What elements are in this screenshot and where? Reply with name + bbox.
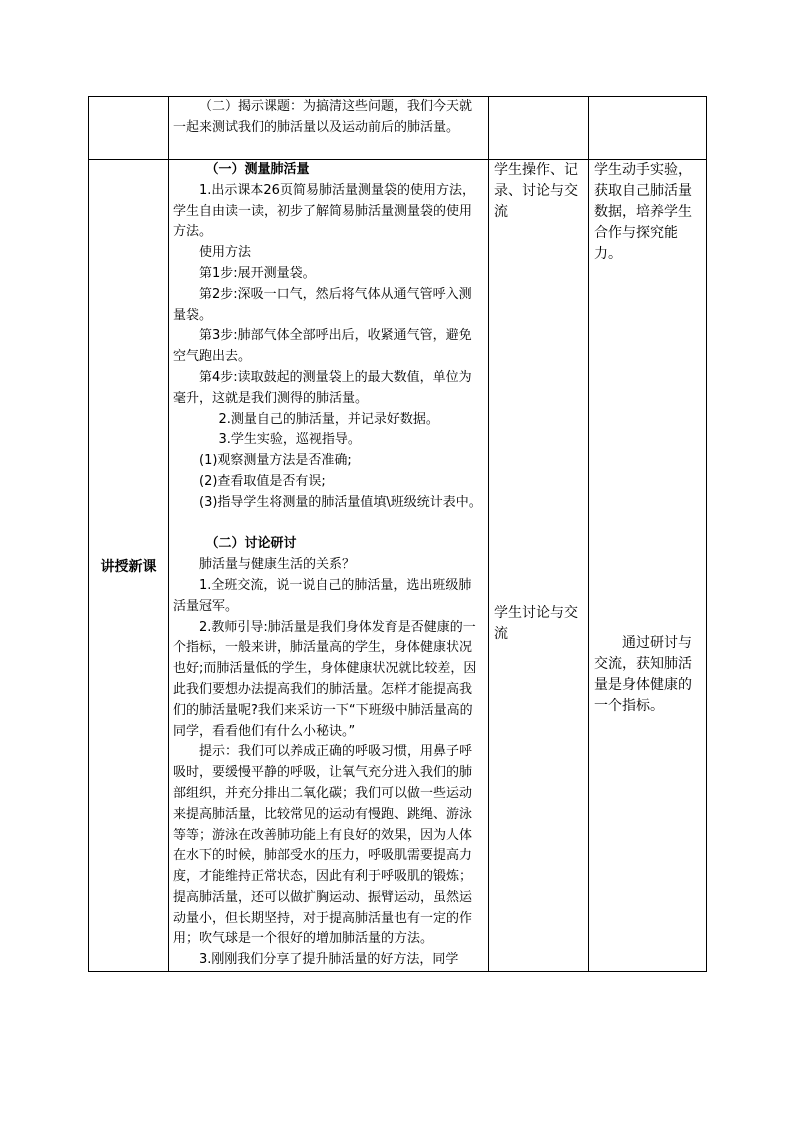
table-row <box>89 160 707 972</box>
section-heading: （一）测量肺活量 <box>205 162 310 177</box>
paragraph: 第4步:读取鼓起的测量袋上的最大数值，单位为毫升，这就是我们测得的肺活量。 <box>173 369 472 406</box>
design-intent-cell-empty <box>589 97 707 160</box>
design-intent-2: 通过研讨与交流，获知肺活量是身体健康的一个指标。 <box>594 635 692 714</box>
section-heading: （二）讨论研讨 <box>205 536 297 552</box>
section-label: 讲授新课 <box>100 558 157 575</box>
paragraph: (1)观察测量方法是否准确; <box>199 453 352 469</box>
paragraph: 1.出示课本26页简易肺活量测量袋的使用方法，学生自由读一读，初步了解简易肺活量测量袋的使用方法。 <box>173 182 475 240</box>
paragraph: 提示：我们可以养成正确的呼吸习惯，用鼻子呼吸时，要缓慢平静的呼吸，让氧气充分进入我们的肺部组织，并充分排出二氧化碳；我们可以做一些运动来提高肺活量，比较常见的运动有慢跑、跳绳、游泳等等；游泳在改善肺功能上有良好的效果，因为人体在水下的时候，肺部受水的压力，呼吸肌需要提高力度，才能维持正常状态，因此有利于呼吸肌的锻炼；提高肺活量，还可以做扩胸运动、振臂运动，虽然运动量小，但长期坚持，对于提高肺活量也有一定的作用；吹气球是一个很好的增加肺活量的方法。 <box>173 744 473 947</box>
paragraph: 使用方法 <box>199 245 252 261</box>
content-cell <box>169 97 489 160</box>
paragraph: (2)查看取值是否有误; <box>199 473 326 489</box>
paragraph: 2.教师引导:肺活量是我们身体发育是否健康的一个指标，一般来讲，肺活量高的学生，身体健康状况也好;而肺活量低的学生，身体健康状况就比较差，因此我们要想办法提高我们的肺活量。怎样才能提高我们的肺活量呢?我们来采访一下“下班级中肺活量高的同学，看看他们有什么小秘诀。” <box>173 619 477 739</box>
student-activity-2: 学生讨论与交流 <box>494 605 578 642</box>
lesson-plan-table <box>88 96 707 972</box>
paragraph: 第2步:深吸一口气，然后将气体从通气管呼入测量袋。 <box>173 286 472 323</box>
student-activity-1: 学生操作、记录、讨论与交流 <box>494 162 578 220</box>
spacer <box>494 223 584 603</box>
paragraph: 1.全班交流，说一说自己的肺活量，选出班级肺活量冠军。 <box>173 577 472 614</box>
table-row <box>89 97 707 160</box>
paragraph: 3.刚刚我们分享了提升肺活量的好方法，同学 <box>199 952 459 968</box>
paragraph: 3.学生实验，巡视指导。 <box>218 432 361 448</box>
label-cell-empty <box>89 97 169 160</box>
paragraph: (3)指导学生将测量的肺活量值填\班级统计表中。 <box>199 494 482 510</box>
student-activity-cell <box>489 160 589 972</box>
paragraph: 2.测量自己的肺活量，并记录好数据。 <box>218 411 439 427</box>
design-intent-1: 学生动手实验，获取自己肺活量数据，培养学生合作与探究能力。 <box>594 162 692 262</box>
paragraph: （二）揭示课题：为搞清这些问题，我们今天就一起来测试我们的肺活量以及运动前后的肺活量。 <box>173 99 473 135</box>
paragraph: 第1步:展开测量袋。 <box>199 265 316 281</box>
design-intent-cell <box>589 160 707 972</box>
section-label-cell <box>89 160 169 972</box>
paragraph: 第3步:肺部气体全部呼出后，收紧通气管，避免空气跑出去。 <box>173 328 472 365</box>
paragraph: 肺活量与健康生活的关系？ <box>199 557 356 573</box>
student-activity-cell-empty <box>489 97 589 160</box>
spacer <box>594 265 702 633</box>
spacer <box>173 514 484 535</box>
content-cell <box>169 160 489 972</box>
